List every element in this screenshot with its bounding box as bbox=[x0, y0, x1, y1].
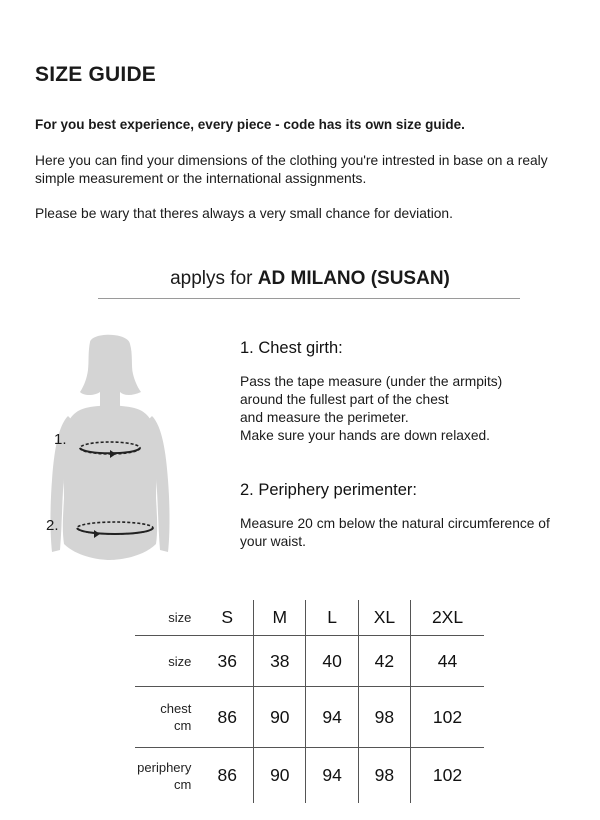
column-header: XL bbox=[358, 600, 410, 636]
applies-for-heading bbox=[0, 268, 600, 290]
table-cell: 98 bbox=[358, 687, 410, 748]
table-row bbox=[135, 636, 484, 687]
table-row bbox=[135, 748, 484, 804]
table-cell: 86 bbox=[201, 687, 253, 748]
table-cell: 102 bbox=[411, 748, 484, 804]
periphery-marker: 2. bbox=[46, 517, 59, 534]
chest-line: Pass the tape measure (under the armpits) bbox=[240, 374, 503, 389]
periphery-title: 2. Periphery perimenter: bbox=[240, 481, 417, 499]
row-label-line: cm bbox=[174, 776, 192, 792]
applies-prefix: applys for bbox=[170, 268, 253, 289]
chest-line: and measure the perimeter. bbox=[240, 410, 409, 425]
row-label bbox=[135, 636, 201, 687]
intro-bold-text: For you best experience, every piece - code has its own size guide. bbox=[35, 117, 465, 132]
table-cell: 36 bbox=[201, 636, 253, 687]
table-cell: 102 bbox=[411, 687, 484, 748]
header-label: size bbox=[135, 600, 201, 636]
column-header: M bbox=[254, 600, 306, 636]
table-row bbox=[135, 687, 484, 748]
table-cell: 94 bbox=[306, 748, 358, 804]
row-label bbox=[135, 748, 201, 804]
female-silhouette-icon bbox=[40, 330, 180, 575]
deviation-note: Please be wary that theres always a very small chance for deviation. bbox=[35, 206, 453, 221]
table-cell: 86 bbox=[217, 765, 237, 785]
row-label bbox=[135, 687, 201, 748]
table-cell: 90 bbox=[254, 748, 306, 804]
table-cell: 38 bbox=[254, 636, 306, 687]
table-cell: 42 bbox=[358, 636, 410, 687]
table-cell: 44 bbox=[411, 636, 484, 687]
row-label-line: cm bbox=[174, 718, 192, 733]
chest-line: Make sure your hands are down relaxed. bbox=[240, 428, 491, 443]
chest-girth-title: 1. Chest girth: bbox=[240, 339, 343, 357]
periphery-instructions: Measure 20 cm below the natural circumference of your waist. bbox=[240, 516, 550, 549]
applies-divider bbox=[98, 298, 520, 299]
page-title: SIZE GUIDE bbox=[35, 63, 157, 86]
row-label-line: size bbox=[168, 653, 192, 669]
size-table bbox=[135, 600, 484, 803]
column-header: 2XL bbox=[411, 600, 484, 636]
column-header: S bbox=[201, 600, 253, 636]
column-header: L bbox=[306, 600, 358, 636]
table-cell: 94 bbox=[306, 687, 358, 748]
row-label-line: periphery bbox=[137, 759, 192, 775]
table-cell: 90 bbox=[254, 687, 306, 748]
size-table-header-row bbox=[135, 600, 484, 636]
table-cell: 40 bbox=[306, 636, 358, 687]
row-label-line: chest bbox=[160, 701, 192, 716]
table-cell: 98 bbox=[358, 748, 410, 804]
chest-girth-instructions bbox=[240, 373, 580, 445]
intro-text: Here you can find your dimensions of the clothing you're intrested in base on a realy simple measurement or the international assignments. bbox=[35, 153, 548, 186]
chest-line: around the fullest part of the chest bbox=[240, 392, 449, 407]
chest-marker: 1. bbox=[54, 431, 67, 448]
applies-brand: AD MILANO (SUSAN) bbox=[257, 268, 450, 289]
